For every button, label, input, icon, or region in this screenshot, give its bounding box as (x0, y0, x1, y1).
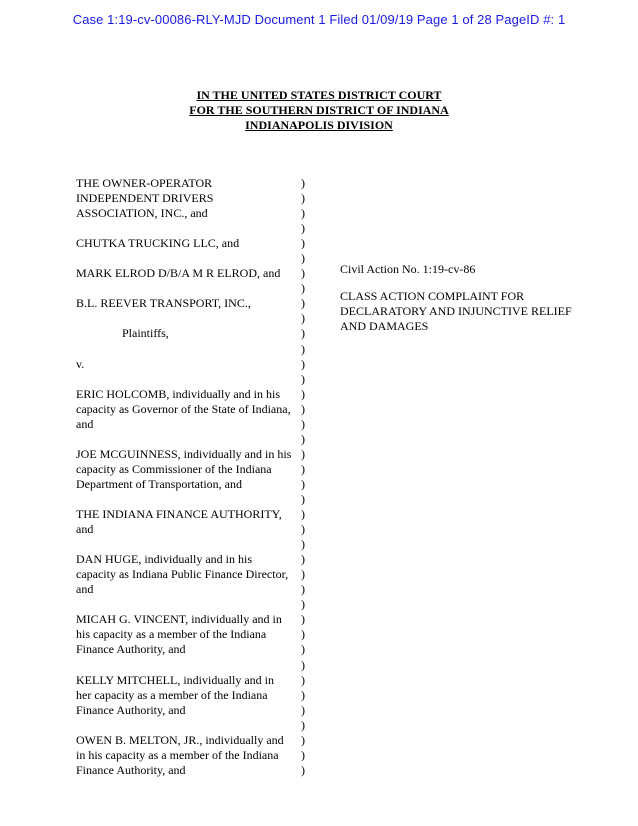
caption-paren: ) (301, 296, 305, 311)
caption-paren: ) (301, 657, 305, 672)
court-heading (0, 88, 638, 133)
caption-paren: ) (301, 326, 305, 341)
caption-paren: ) (301, 206, 305, 221)
caption-paren: ) (301, 311, 305, 326)
case-info (340, 262, 572, 334)
caption-paren: ) (301, 597, 305, 612)
caption-paren: ) (301, 446, 305, 461)
civil-action-number: Civil Action No. 1:19-cv-86 (340, 262, 476, 276)
caption-line-text: CHUTKA TRUCKING LLC, and (76, 236, 240, 251)
court-heading-line-3: INDIANAPOLIS DIVISION (245, 118, 393, 132)
caption-line-text: capacity as Governor of the State of Indiana, (76, 401, 291, 416)
caption-paren: ) (301, 431, 305, 446)
caption-paren: ) (301, 612, 305, 627)
caption-paren: ) (301, 672, 305, 687)
caption-line-text: capacity as Indiana Public Finance Director, (76, 567, 289, 582)
caption-line-text: MICAH G. VINCENT, individually and in (76, 612, 282, 627)
caption-paren: ) (301, 221, 305, 236)
complaint-title-line-1: CLASS ACTION COMPLAINT FOR (340, 289, 525, 303)
caption-line-text: THE INDIANA FINANCE AUTHORITY, (76, 507, 282, 522)
caption-paren: ) (301, 642, 305, 657)
caption-line-text: Finance Authority, and (76, 762, 186, 777)
caption-paren: ) (301, 507, 305, 522)
caption-paren: ) (301, 176, 305, 190)
caption-line-text: JOE MCGUINNESS, individually and in his (76, 446, 292, 461)
caption-paren: ) (301, 552, 305, 567)
caption-paren: ) (301, 687, 305, 702)
caption-line-text: OWEN B. MELTON, JR., individually and (76, 732, 284, 747)
case-header-stamp: Case 1:19-cv-00086-RLY-MJD Document 1 Filed 01/09/19 Page 1 of 28 PageID #: 1 (72, 12, 566, 27)
caption-line-text: in his capacity as a member of the Indiana (76, 747, 279, 762)
caption-line-text: Finance Authority, and (76, 702, 186, 717)
caption-paren: ) (301, 567, 305, 582)
caption-paren: ) (301, 627, 305, 642)
caption-paren: ) (301, 266, 305, 281)
caption-line-text: KELLY MITCHELL, individually and in (76, 672, 274, 687)
caption-paren: ) (301, 356, 305, 371)
caption-paren: ) (301, 732, 305, 747)
caption-paren: ) (301, 341, 305, 356)
caption-line-text: and (76, 416, 94, 431)
caption-paren: ) (301, 401, 305, 416)
caption-paren: ) (301, 416, 305, 431)
caption-paren: ) (301, 491, 305, 506)
caption-line-text: capacity as Commissioner of the Indiana (76, 461, 272, 476)
caption-line-text: and (76, 522, 94, 537)
caption-line-text: v. (76, 356, 85, 371)
caption-paren: ) (301, 582, 305, 597)
caption-paren: ) (301, 251, 305, 266)
caption-paren: ) (301, 702, 305, 717)
court-heading-line-2: FOR THE SOUTHERN DISTRICT OF INDIANA (189, 103, 449, 117)
caption-paren: ) (301, 191, 305, 206)
caption-paren: ) (301, 236, 305, 251)
caption-paren: ) (301, 371, 305, 386)
caption-line-text: B.L. REEVER TRANSPORT, INC., (76, 296, 251, 311)
caption-line-text: Department of Transportation, and (76, 476, 242, 491)
caption-paren: ) (301, 461, 305, 476)
caption-line-text: ASSOCIATION, INC., and (76, 206, 208, 221)
complaint-title-line-3: AND DAMAGES (340, 319, 429, 333)
caption-line-text: his capacity as a member of the Indiana (76, 627, 267, 642)
caption-line-text: and (76, 582, 94, 597)
court-heading-line-1: IN THE UNITED STATES DISTRICT COURT (196, 88, 442, 102)
caption-line-text: DAN HUGE, individually and in his (76, 552, 252, 567)
caption-paren: ) (301, 717, 305, 732)
caption-paren: ) (301, 522, 305, 537)
caption-line-text: MARK ELROD D/B/A M R ELROD, and (76, 266, 281, 281)
caption-paren: ) (301, 386, 305, 401)
caption-line-text: INDEPENDENT DRIVERS (76, 191, 214, 206)
caption-paren: ) (301, 537, 305, 552)
caption-line-text: THE OWNER-OPERATOR (76, 176, 213, 190)
caption-paren: ) (301, 747, 305, 762)
caption-paren: ) (301, 762, 305, 777)
caption-line-text: Finance Authority, and (76, 642, 186, 657)
caption-line-text: Plaintiffs, (122, 326, 169, 341)
caption-line-text: ERIC HOLCOMB, individually and in his (76, 386, 280, 401)
caption-line-text: her capacity as a member of the Indiana (76, 687, 268, 702)
complaint-title-line-2: DECLARATORY AND INJUNCTIVE RELIEF (340, 304, 572, 318)
caption-paren: ) (301, 281, 305, 296)
caption-paren: ) (301, 476, 305, 491)
